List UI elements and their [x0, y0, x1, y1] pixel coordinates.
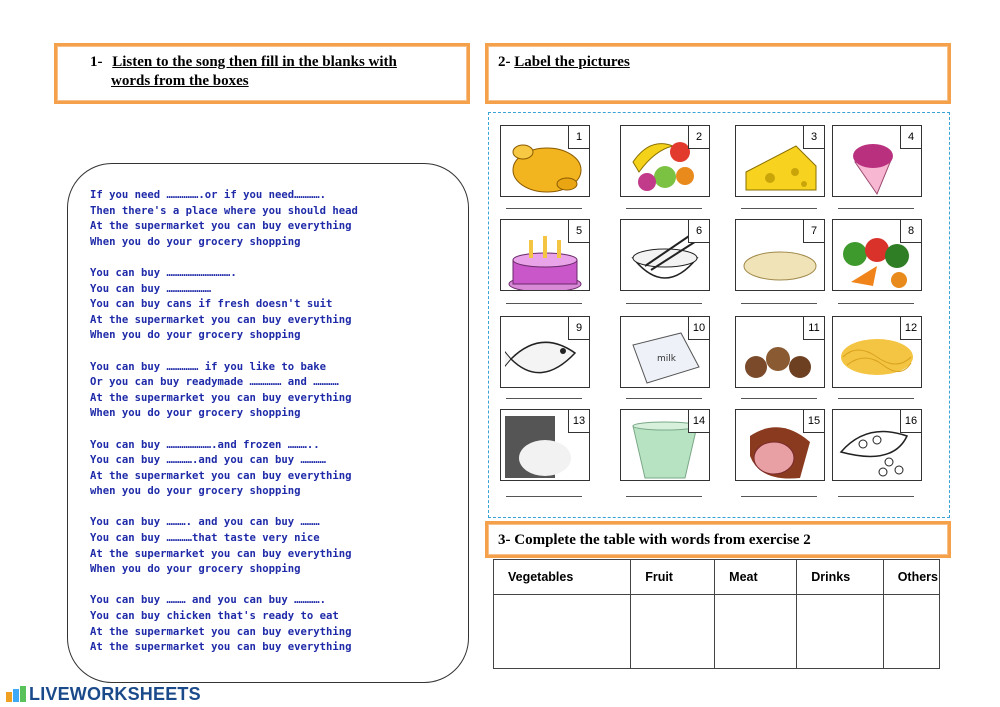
picture-13: [500, 409, 590, 481]
svg-text:milk: milk: [657, 354, 676, 364]
stanza-gap: [90, 578, 358, 594]
label-answer-line[interactable]: [838, 398, 914, 399]
label-answer-line[interactable]: [626, 208, 702, 209]
label-answer-line[interactable]: [626, 398, 702, 399]
lyric-line: Then there's a place where you should head: [90, 204, 358, 217]
label-answer-line[interactable]: [838, 208, 914, 209]
answer-others[interactable]: [883, 595, 939, 669]
label-answer-line[interactable]: [741, 496, 817, 497]
lyric-line: When you do your grocery shopping: [90, 235, 301, 248]
picture-number: 8: [900, 220, 921, 243]
lyric-line: You can buy ………. and you can buy ………: [90, 516, 320, 529]
lyric-line: At the supermarket you can buy everything: [90, 220, 352, 233]
label-answer-line[interactable]: [626, 496, 702, 497]
picture-14: [620, 409, 710, 481]
header-drinks: Drinks: [797, 560, 883, 595]
label-answer-line[interactable]: [741, 303, 817, 304]
picture-number: 16: [900, 410, 921, 433]
exercise2-header-box: [485, 43, 951, 104]
exercise1-title-line1: Listen to the song then fill in the blanks with: [112, 54, 397, 70]
picture-8: [832, 219, 922, 291]
picture-number: 11: [803, 317, 824, 340]
picture-number: 12: [900, 317, 921, 340]
answer-fruit[interactable]: [631, 595, 715, 669]
exercise1-number: 1-: [90, 54, 103, 70]
lyric-line: At the supermarket you can buy everything: [90, 641, 352, 654]
label-answer-line[interactable]: [838, 496, 914, 497]
header-meat: Meat: [715, 560, 797, 595]
picture-number: 14: [688, 410, 709, 433]
label-answer-line[interactable]: [741, 398, 817, 399]
answer-drinks[interactable]: [797, 595, 883, 669]
label-answer-line[interactable]: [506, 208, 582, 209]
stanza-gap: [90, 422, 358, 438]
label-answer-line[interactable]: [506, 496, 582, 497]
picture-3: [735, 125, 825, 197]
exercise2-title: [498, 54, 630, 71]
food-category-table: [493, 559, 940, 669]
picture-number: 9: [568, 317, 589, 340]
picture-number: 1: [568, 126, 589, 149]
lyric-line: If you need …………….or if you need………….: [90, 189, 326, 201]
lyric-line: You can buy …………………: [90, 282, 212, 295]
lyric-line: When you do your grocery shopping: [90, 407, 301, 420]
exercise1-title-line2: words from the boxes: [111, 73, 249, 89]
lyric-line: You can buy chicken that's ready to eat: [90, 610, 339, 623]
picture-7: [735, 219, 825, 291]
label-answer-line[interactable]: [506, 398, 582, 399]
song-lyrics-box: [67, 163, 469, 683]
exercise3-title: 3- Complete the table with words from exercise 2: [498, 532, 811, 548]
table-header-row: [494, 560, 940, 595]
exercise1-title-line2-wrap: [111, 73, 249, 90]
lyric-line: At the supermarket you can buy everything: [90, 391, 352, 404]
picture-1: [500, 125, 590, 197]
label-answer-line[interactable]: [741, 208, 817, 209]
picture-number: 10: [688, 317, 709, 340]
exercise1-title: [90, 54, 397, 71]
exercise2-title-text: Label the pictures: [514, 54, 630, 70]
lyric-line: You can buy ………………….and frozen ………..: [90, 438, 320, 451]
logo-text: LIVEWORKSHEETS: [29, 684, 201, 704]
lyric-line: Or you can buy readymade …………… and …………: [90, 376, 339, 389]
logo-icon: [6, 686, 26, 704]
lyric-line: You can buy ……… and you can buy ………….: [90, 594, 326, 607]
lyric-line: At the supermarket you can buy everything: [90, 313, 352, 326]
lyric-line: You can buy …………that taste very nice: [90, 532, 320, 545]
answer-vegetables[interactable]: [494, 595, 631, 669]
lyric-line: At the supermarket you can buy everything: [90, 469, 352, 482]
header-others: Others: [883, 560, 939, 595]
pictures-grid: [488, 112, 950, 518]
picture-number: 7: [803, 220, 824, 243]
stanza-gap: [90, 344, 358, 360]
picture-number: 13: [568, 410, 589, 433]
lyric-line: You can buy ………………………….: [90, 266, 237, 279]
table-answer-row: [494, 595, 940, 669]
lyric-line: When you do your grocery shopping: [90, 563, 301, 576]
picture-10: [620, 316, 710, 388]
picture-number: 15: [803, 410, 824, 433]
picture-12: [832, 316, 922, 388]
lyric-line: You can buy …………… if you like to bake: [90, 360, 326, 373]
lyric-line: You can buy cans if fresh doesn't suit: [90, 298, 333, 311]
picture-2: [620, 125, 710, 197]
picture-number: 2: [688, 126, 709, 149]
picture-9: [500, 316, 590, 388]
stanza-gap: [90, 500, 358, 516]
picture-11: [735, 316, 825, 388]
answer-meat[interactable]: [715, 595, 797, 669]
label-answer-line[interactable]: [626, 303, 702, 304]
label-answer-line[interactable]: [838, 303, 914, 304]
lyrics: [90, 188, 358, 656]
picture-6: [620, 219, 710, 291]
lyric-line: At the supermarket you can buy everything: [90, 547, 352, 560]
picture-5: [500, 219, 590, 291]
picture-16: [832, 409, 922, 481]
picture-number: 6: [688, 220, 709, 243]
picture-number: 4: [900, 126, 921, 149]
lyric-line: when you do your grocery shopping: [90, 485, 301, 498]
picture-number: 3: [803, 126, 824, 149]
liveworksheets-logo: [6, 684, 201, 705]
picture-number: 5: [568, 220, 589, 243]
lyric-line: When you do your grocery shopping: [90, 329, 301, 342]
picture-15: [735, 409, 825, 481]
picture-4: [832, 125, 922, 197]
label-answer-line[interactable]: [506, 303, 582, 304]
exercise2-number: 2-: [498, 54, 511, 70]
lyric-line: You can buy ………….and you can buy …………: [90, 454, 326, 467]
stanza-gap: [90, 250, 358, 266]
lyric-line: At the supermarket you can buy everything: [90, 625, 352, 638]
header-vegetables: Vegetables: [494, 560, 631, 595]
header-fruit: Fruit: [631, 560, 715, 595]
